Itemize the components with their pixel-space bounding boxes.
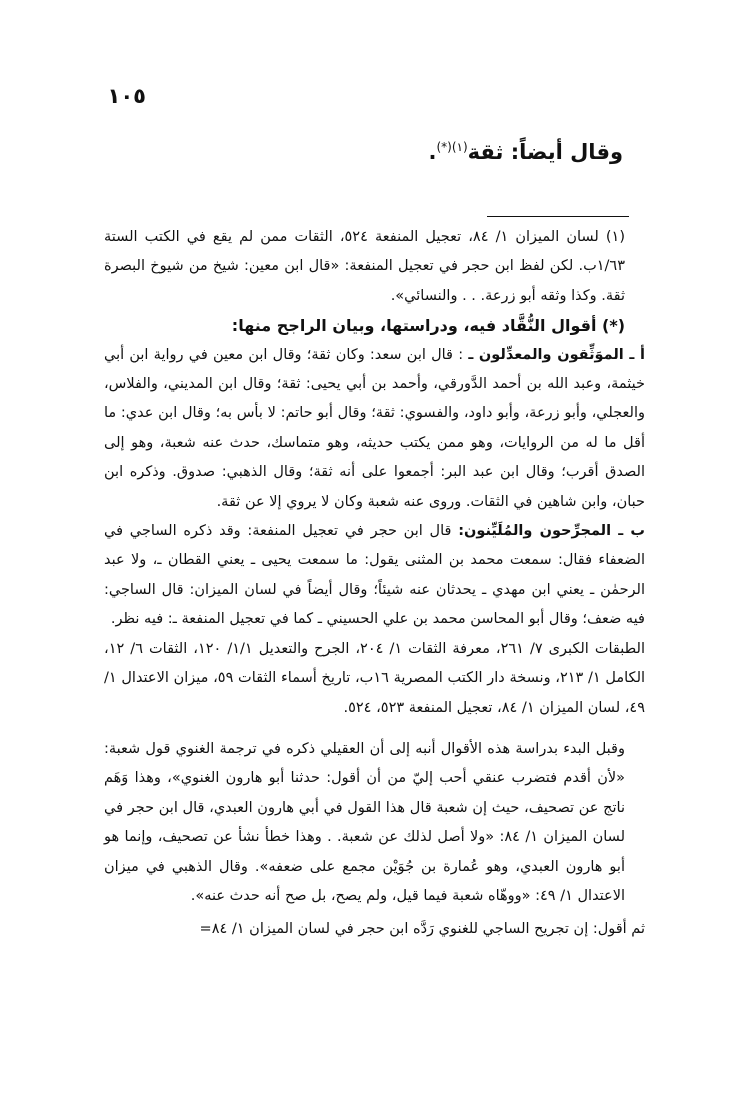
main-text-line <box>429 140 624 164</box>
sources-paragraph: الطبقات الكبرى ٧/ ٢٦١، معرفة الثقات ١/ ٢٠٤، الجرح والتعديل ١/١/ ١٢٠، الثقات ٦/ ١٢، الكامل ١/ ٢١٣، ونسخة دار الكتب المصرية ١٦ب، تاريخ أسماء الثقات ٥٩، ميزان الاعتدال ١/ ٤٩، لسان الميزان ١/ ٨٤، تعجيل المنفعة ٥٢٣، ٥٢٤. <box>104 640 646 716</box>
page-number: ١٠٥ <box>107 84 146 108</box>
main-text-end: . <box>428 140 437 164</box>
footnote-1-text: لسان الميزان ١/ ٨٤، تعجيل المنفعة ٥٢٤، الثقات ممن لم يقع في الكتب الستة ١/٦٣ب. لكن لفظ ابن حجر في تعجيل المنفعة: «قال ابن معين: شيخ من شيوخ البصرة ثقة. وكذا وثقه أبو زرعة. . . والنسائي». <box>104 229 625 304</box>
footnote-markers: (١)(*) <box>436 140 468 154</box>
star-footnote-heading: (*) أقوال النُّقَّاد فيه، ودراستها، وبيان الراجح منها: <box>231 316 625 336</box>
closing-line: ثم أقول: إن تجريح الساجي للغنوي رَدَّه ابن حجر في لسان الميزان ١/ ٨٤= <box>199 921 645 938</box>
main-text: وقال أيضاً: ثقة <box>467 140 623 164</box>
trustworthy-text: : قال ابن سعد: وكان ثقة؛ وقال ابن معين في رواية ابن أبي خيثمة، وعبد الله بن أحمد الدَّورقي، وأحمد بن أبي يحيى: ثقة؛ وقال ابن المديني، والفلاس، والعجلي، وأبو زرعة، وأبو داود، والفسوي: ثقة؛ وقال أبو حاتم: لا بأس به؛ وقال ابن عدي: ما أقل ما له من الروايات، وهو ممن يكتب حديثه، وهو متماسك، حدث عنه شعبة، وهو إلى الصدق أقرب؛ وقال ابن عبد البر: أجمعوا على أنه ثقة؛ وقال الذهبي: صدوق. وذكره ابن حبان، وابن شاهين في الثقات. وروى عنه شعبة وكان لا يروي إلا عن ثقة. <box>104 346 645 510</box>
critics-label: ب ـ المجرِّحون والمُلَيِّنون: <box>458 523 646 540</box>
footnote-1-marker: (١) <box>605 229 625 245</box>
study-paragraph: وقبل البدء بدراسة هذه الأقوال أنبه إلى أن العقيلي ذكره في ترجمة الغنوي قول شعبة: «لأن أقدم فتضرب عنقي أحب إليّ من أن أقول: حدثنا أبو هارون الغنوي»، وهذا وَهَم ناتج عن تصحيف، حيث إن شعبة قال هذا القول في أبي هارون العبدي، قال ابن حجر في لسان الميزان ١/ ٨٤: «ولا أصل لذلك عن شعبة. . وهذا خطأ نشأ عن تصحيف، وإنما هو أبو هارون العبدي، وهو عُمارة بن جُوَيْن مجمع على ضعفه». وقال الذهبي في ميزان الاعتدال ١/ ٤٩: «ووهّاه شعبة فيما قيل، ولم يصح، بل صح أنه حدث عنه». <box>104 740 625 904</box>
critics-text: قال ابن حجر في تعجيل المنفعة: وقد ذكره الساجي في الضعفاء فقال: سمعت محمد بن المثنى يقول: ما سمعت يحيى ـ يعني القطان ـ، ولا عبد الرحمٰن ـ يعني ابن مهدي ـ يحدثان عنه شيئاً؛ وقال أيضاً في لسان الميزان: قال الساجي: فيه ضعف؛ وقال أبو المحاسن محمد بن علي الحسيني ـ كما في تعجيل المنفعة ـ: فيه نظر. <box>104 523 645 628</box>
critics-paragraph <box>104 517 645 635</box>
trustworthy-paragraph <box>104 341 645 517</box>
footnotes-section <box>104 223 645 945</box>
trustworthy-label: أ ـ الموَثِّقون والمعدِّلون ـ <box>468 346 646 363</box>
footnote-separator <box>487 216 629 217</box>
footnote-1 <box>104 223 645 311</box>
